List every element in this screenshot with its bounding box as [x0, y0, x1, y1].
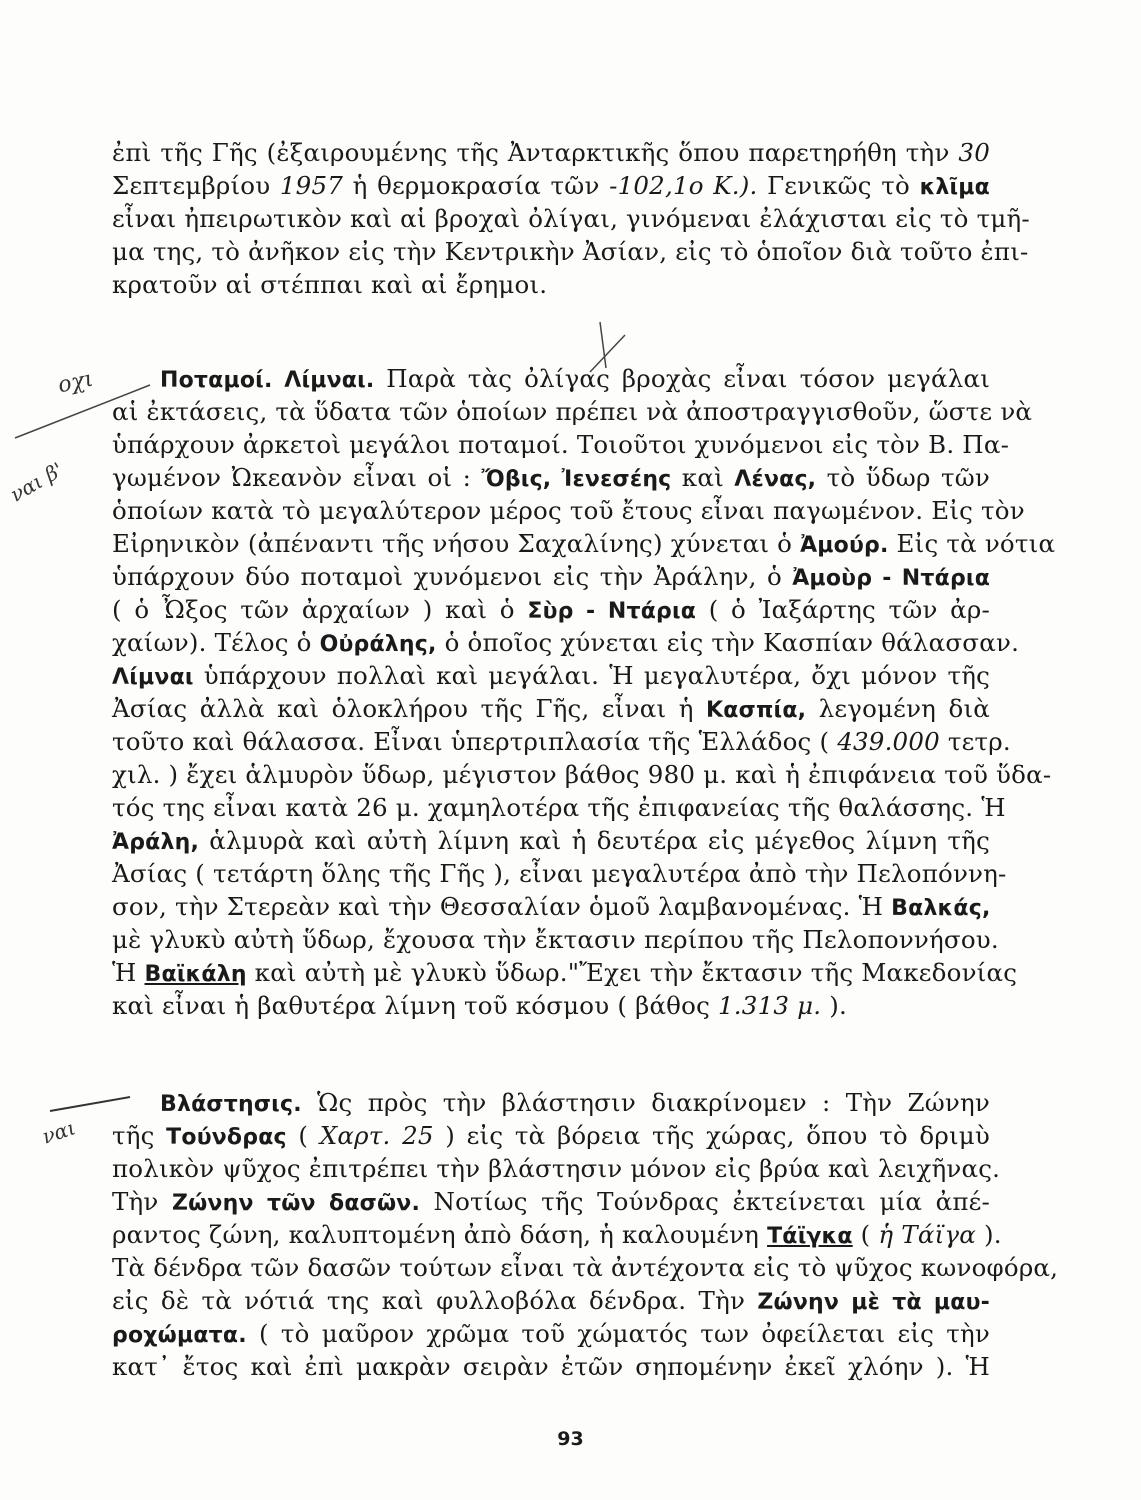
text-line: ὁποίων κατὰ τὸ μεγαλύτερον μέρος τοῦ ἔτους εἶναι παγωμένον. Εἰς τὸν	[112, 496, 1025, 525]
paragraph-rivers-lakes	[112, 362, 1056, 1022]
text-run: Τὴν	[112, 1187, 172, 1216]
bold-term-klima: κλῖμα	[919, 175, 990, 200]
text-line: μὲ γλυκὺ αὐτὴ ὕδωρ, ἔχουσα τὴν ἔκτασιν περίπου τῆς Πελοποννήσου.	[112, 925, 999, 954]
text-run: ὑπάρχουν πολλαὶ καὶ μεγάλαι. Ἡ μεγαλυτέρα, ὄχι μόνον τῆς	[193, 661, 990, 690]
text-line: κρατοῦν αἱ στέππαι καὶ αἱ ἔρημοι.	[112, 270, 548, 299]
bold-term: Λένας,	[734, 467, 817, 492]
text-run: ).	[821, 991, 847, 1020]
text-line	[112, 1086, 990, 1119]
bold-term: Βαλκάς,	[891, 896, 991, 921]
text-line: Ἀσίας ( τετάρτη ὅλης τῆς Γῆς ), εἶναι μεγαλυτέρα ἀπὸ τὴν Πελοπόννη-	[112, 859, 1007, 888]
italic-map-ref: Χαρτ. 25	[319, 1121, 434, 1150]
text-line: εἶναι ἠπειρωτικὸν καὶ αἱ βροχαὶ ὀλίγαι, γινόμεναι ἐλάχισται εἰς τὸ τμῆ-	[112, 204, 1030, 233]
bold-term: Ἀμοὺρ - Ντάρια	[792, 566, 991, 591]
text-run: ἁλμυρὰ καὶ αὐτὴ λίμνη καὶ ἡ δευτέρα εἰς μέγεθος λίμνη τῆς	[199, 826, 990, 855]
bold-term: Βαϊκάλη	[144, 962, 247, 987]
italic-temperature: -102,1ο Κ.).	[609, 171, 758, 200]
text-run: ὑπάρχουν δύο ποταμοὶ χυνόμενοι εἰς τὴν Ἀράλην, ὁ	[112, 562, 793, 591]
text-run: Εἰς τὰ νότια	[888, 529, 1056, 558]
italic-day: 30	[958, 138, 990, 167]
bold-term: Ζώνην μὲ τὰ μαυ-	[757, 1290, 991, 1315]
bold-term: Ζώνην τῶν δασῶν.	[171, 1191, 421, 1216]
paragraph-vegetation	[112, 1086, 1059, 1383]
bold-term: Οὐράλης,	[319, 632, 437, 657]
text-run: τοῦτο καὶ θάλασσα. Εἶναι ὑπερτριπλασία τῆς Ἑλλάδος (	[112, 727, 838, 756]
bold-term: Τάϊγκα	[767, 1224, 853, 1249]
text-run: ὁ ὁποῖος χύνεται εἰς τὴν Κασπίαν θάλασσαν.	[436, 628, 1020, 657]
text-run: ( τὸ μαῦρον χρῶμα τοῦ χώματός των ὀφείλεται εἰς τὴν	[246, 1319, 990, 1348]
bold-term: Ὄβις, Ἰενεσέης	[481, 467, 672, 492]
text-run: γωμένον Ὠκεανὸν εἶναι οἱ :	[112, 463, 482, 492]
text-line	[112, 824, 990, 857]
text-run: ραντος ζώνη, καλυπτομένη ἀπὸ δάση, ἡ καλουμένη	[112, 1220, 768, 1249]
text-run: καὶ εἶναι ἡ βαθυτέρα λίμνη τοῦ κόσμου ( βάθος	[112, 991, 718, 1020]
text-line	[112, 626, 1020, 659]
text-line	[112, 461, 990, 494]
text-line	[112, 1185, 990, 1218]
text-run: εἰς δὲ τὰ νότιά της καὶ φυλλοβόλα δένδρα. Τὴν	[112, 1286, 758, 1315]
text-run: τετρ.	[939, 727, 1011, 756]
text-line	[112, 560, 990, 593]
bold-term: Τούνδρας	[166, 1125, 287, 1150]
text-line	[112, 1218, 1002, 1251]
text-run: Ἀσίας ἀλλὰ καὶ ὁλοκλήρου τῆς Γῆς, εἶναι ἡ	[112, 694, 707, 723]
italic-number: 1.313 μ.	[718, 991, 822, 1020]
bold-term: ροχώματα.	[112, 1323, 247, 1348]
text-run: ) εἰς τὰ βόρεια τῆς χώρας, ὅπου τὸ δριμὺ	[433, 1121, 991, 1150]
text-run: Ἡ	[112, 958, 145, 987]
text-run: σον, τὴν Στερεὰν καὶ τὴν Θεσσαλίαν ὁμοῦ λαμβανομένας. Ἡ	[112, 892, 892, 921]
text-run: καὶ	[671, 463, 735, 492]
page-number: 93	[557, 1428, 584, 1450]
section-heading-vegetation: Βλάστησις.	[160, 1092, 302, 1117]
text-line	[112, 169, 990, 202]
text-run: λεγομένη διὰ	[806, 694, 990, 723]
text-run: ἡ θερμοκρασία τῶν	[343, 171, 610, 200]
text-line: πολικὸν ψῦχος ἐπιτρέπει τὴν βλάστησιν μόνον εἰς βρύα καὶ λειχῆνας.	[112, 1154, 1001, 1183]
text-run: Σεπτεμβρίου	[112, 171, 280, 200]
text-line	[112, 362, 990, 395]
text-line	[112, 136, 990, 169]
text-line	[112, 725, 1011, 758]
handwritten-note-nai-b: ναι β'	[5, 457, 68, 507]
text-run: Παρὰ τὰς ὀλίγας βροχὰς εἶναι τόσον μεγάλαι	[374, 364, 990, 393]
text-run: Γενικῶς τὸ	[757, 171, 920, 200]
text-line: ὑπάρχουν ἀρκετοὶ μεγάλοι ποταμοί. Τοιοῦτοι χυνόμενοι εἰς τὸν Β. Πα-	[112, 430, 1010, 459]
text-run: (	[852, 1220, 879, 1249]
text-line: μα της, τὸ ἀνῆκον εἰς τὴν Κεντρικὴν Ἀσίαν, εἰς τὸ ὁποῖον διὰ τοῦτο ἐπι-	[112, 237, 1029, 266]
text-line: χιλ. ) ἔχει ἁλμυρὸν ὕδωρ, μέγιστον βάθος 980 μ. καὶ ἡ ἐπιφάνεια τοῦ ὕδα-	[112, 760, 1052, 789]
text-line	[112, 1119, 990, 1152]
text-line	[112, 956, 1018, 989]
handwritten-note-oxi: οχι	[55, 366, 96, 399]
paragraph-climate	[112, 136, 1030, 301]
text-line	[112, 692, 990, 725]
bold-term: Ἀμούρ.	[800, 533, 889, 558]
handwritten-note-nai: ναι	[39, 1115, 79, 1149]
text-line	[112, 1317, 990, 1350]
text-run: χαίων). Τέλος ὁ	[112, 628, 320, 657]
text-line	[112, 593, 990, 626]
bold-term: Ἀράλη,	[112, 830, 200, 855]
text-line: τός της εἶναι κατὰ 26 μ. χαμηλοτέρα τῆς ἐπιφανείας τῆς θαλάσσης. Ἡ	[112, 793, 1006, 822]
italic-year: 1957	[279, 171, 344, 200]
bold-term: Σὺρ - Ντάρια	[527, 599, 697, 624]
text-line: Τὰ δένδρα τῶν δασῶν τούτων εἶναι τὰ ἀντέχοντα εἰς τὸ ψῦχος κωνοφόρα,	[112, 1253, 1059, 1282]
text-line	[112, 659, 990, 692]
text-line	[112, 1284, 990, 1317]
text-line: αἱ ἐκτάσεις, τὰ ὕδατα τῶν ὁποίων πρέπει νὰ ἀποστραγγισθοῦν, ὥστε νὰ	[112, 397, 1033, 426]
text-run: καὶ αὐτὴ μὲ γλυκὺ ὕδωρ."Ἔχει τὴν ἔκτασιν τῆς Μακεδονίας	[246, 958, 1018, 987]
text-line	[112, 890, 990, 923]
text-run: (	[286, 1121, 320, 1150]
italic-term: ἡ Τάϊγα	[878, 1220, 976, 1249]
text-run: ).	[975, 1220, 1002, 1249]
text-run: ( ὁ Ἰαξάρτης τῶν ἀρ-	[696, 595, 990, 624]
section-heading-rivers: Ποταμοί. Λίμναι.	[160, 368, 375, 393]
bold-term: Κασπία,	[706, 698, 807, 723]
text-run: ἐπὶ τῆς Γῆς (ἐξαιρουμένης τῆς Ἀνταρκτικῆς ὅπου παρετηρήθη τὴν	[112, 138, 959, 167]
text-line: κατ᾽ ἔτος καὶ ἐπὶ μακρὰν σειρὰν ἐτῶν σηπομένην ἐκεῖ χλόην ). Ἡ	[112, 1352, 990, 1381]
text-line	[112, 527, 1056, 560]
text-run: ( ὁ Ὦξος τῶν ἀρχαίων ) καὶ ὁ	[112, 595, 528, 624]
text-run: Ὡς πρὸς τὴν βλάστησιν διακρίνομεν : Τὴν Ζώνην	[301, 1088, 990, 1117]
text-run: Νοτίως τῆς Τούνδρας ἐκτείνεται μία ἀπέ-	[420, 1187, 990, 1216]
bold-term: Λίμναι	[112, 665, 194, 690]
text-run: τὸ ὕδωρ τῶν	[816, 463, 990, 492]
text-run: Εἰρηνικὸν (ἀπέναντι τῆς νήσου Σαχαλίνης) χύνεται ὁ	[112, 529, 801, 558]
text-line	[112, 989, 990, 1022]
italic-number: 439.000	[837, 727, 940, 756]
text-run: τῆς	[112, 1121, 167, 1150]
